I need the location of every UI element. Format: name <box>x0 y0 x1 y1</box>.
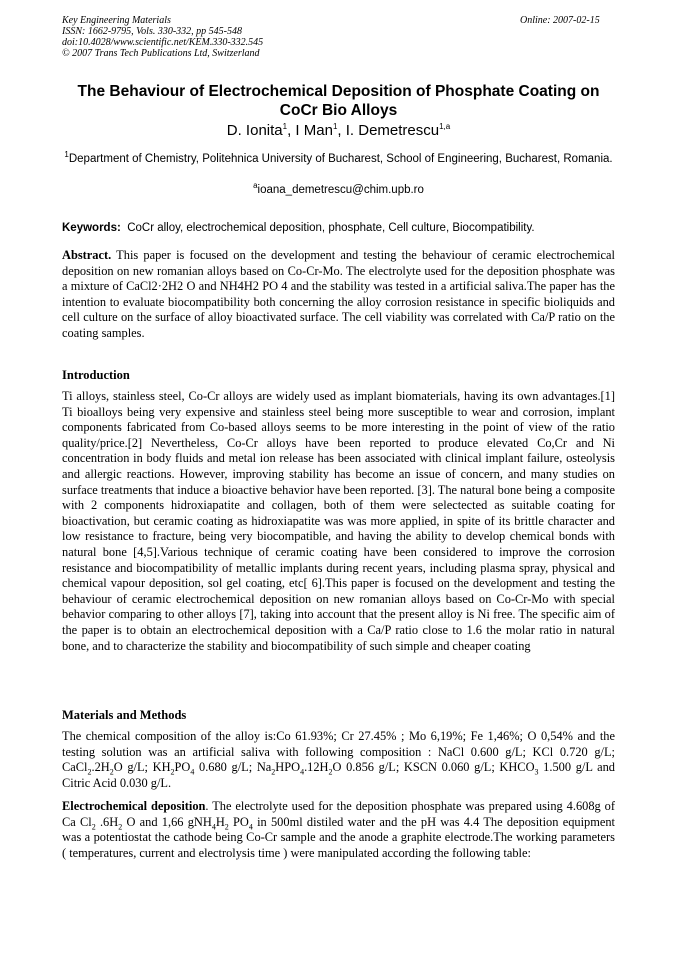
introduction-heading: Introduction <box>62 368 130 382</box>
text-run: O 0.856 g/L; KSCN 0.060 g/L; KHCO <box>332 760 535 775</box>
subscript: 2 <box>91 822 96 832</box>
subscript: 2 <box>328 767 333 777</box>
affiliation-text: Department of Chemistry, Politehnica University of Bucharest, School of Engineering, Bucharest, Romania. <box>68 153 613 165</box>
text-run: .2H <box>91 760 110 775</box>
keywords-label: Keywords: <box>62 222 121 234</box>
text-run: in 500ml distiled water and the pH was 4.4 The deposition equipment was a potentiostat the cathode being Co-Cr sample and the anode a graphite electrode.The working parameters ( temperatures, current and electrolysis time ) were manipulated according the following table: <box>62 814 615 860</box>
subscript: 4 <box>300 767 305 777</box>
author-name: D. Ionita <box>226 122 283 139</box>
text-run: O g/L; KH <box>113 760 171 775</box>
online-date: Online: 2007-02-15 <box>520 15 600 26</box>
subscript: 4 <box>248 822 253 832</box>
author-list <box>62 122 615 139</box>
paper-title: The Behaviour of Electrochemical Deposition of Phosphate Coating on CoCr Bio Alloys <box>77 83 600 119</box>
subscript: 2 <box>109 767 114 777</box>
journal-header <box>62 15 263 59</box>
author-affil-mark: 1 <box>282 122 288 131</box>
materials-composition <box>62 729 615 791</box>
journal-copyright: © 2007 Trans Tech Publications Ltd, Switzerland <box>62 48 260 59</box>
journal-name: Key Engineering Materials <box>62 15 171 26</box>
affiliation-mark: 1 <box>64 150 69 160</box>
subscript: 2 <box>87 767 92 777</box>
author-affil-mark: 1 <box>332 122 338 131</box>
subsection-label: Electrochemical deposition <box>62 799 206 813</box>
journal-issn: ISSN: 1662-9795, Vols. 330-332, pp 545-548 <box>62 26 242 37</box>
subscript: 2 <box>118 822 123 832</box>
email-mark: a <box>253 181 258 191</box>
author-name: , I Man <box>287 122 333 139</box>
electrochemical-deposition-paragraph <box>62 799 615 861</box>
materials-heading: Materials and Methods <box>62 708 187 722</box>
email-address: ioana_demetrescu@chim.upb.ro <box>257 184 424 196</box>
text-run: 0.680 g/L; Na <box>194 760 272 775</box>
introduction-text: Ti alloys, stainless steel, Co-Cr alloys are widely used as implant biomaterials, having its own advantages.[1] Ti bioalloys being very expensive and stainless steel being more susceptible to wear and corrosion, implant components fabricated from Co-based alloys seems to be more interesting in the point of view of the ratio quality/price.[2] Nevertheless, Co-Cr alloys have been reported to produce elevated Co,Cr and Ni concentration in body fluids and metal ion release has been associated with clinical implant failure, osteolysis and allergic reactions. However, improving stability has become an issue of concern, and many studies on surface treatments that induce a bioactive behavior have been reported. [3]. The natural bone being a composite with 2 components hidroxiapatite and collagen, both of them were selectected as suitable coating for bioactivation, but ceramic coating as hidroxiapatite was was more applied, in spite of its brittle character and low resistance to fracture, being very biocompatible, and having the ability to develop chemical bonds with natural bone [4,5].Various technique of ceramic coating have been considered to improve the corrosion resistance and biocompatibility of metallic implants during recent years, including plasma spray, physical and chemical vapour deposition, sol gel coating, etc[ 6].This paper is focused on the development and testing the behaviour of ceramic electrochemical deposition on new romanian alloys based on Co-Cr-Mo with special behavior comparing to other alloys [7], taking into account that the present alloy is Ni free. The specific aim of the paper is to obtain an electrochemical deposition with a Ca/P ratio close to 1.6 the molar ratio in natural bone, and to characterize the stability and biocompatibility of such simple and cheaper coating <box>62 389 615 653</box>
abstract-label: Abstract. <box>62 248 112 262</box>
author-name: , I. Demetrescu <box>337 122 440 139</box>
text-run: .6H <box>95 814 119 829</box>
text-run: .12H <box>304 760 329 775</box>
text-run: O and 1,66 gNH <box>122 814 212 829</box>
subscript: 2 <box>271 767 276 777</box>
author-email <box>62 181 615 196</box>
text-run: PO <box>174 760 191 775</box>
author-affil-mark: 1,a <box>439 122 451 131</box>
text-run: 1.500 g/L and Citric Acid 0.030 g/L. <box>62 760 615 790</box>
keywords <box>62 222 615 234</box>
journal-doi: doi:10.4028/www.scientific.net/KEM.330-332.545 <box>62 37 264 48</box>
text-run: PO <box>228 814 249 829</box>
text-run: H <box>215 814 225 829</box>
abstract <box>62 248 615 342</box>
keywords-text: CoCr alloy, electrochemical deposition, phosphate, Cell culture, Biocompatibility. <box>127 222 535 234</box>
affiliation <box>62 152 615 167</box>
subscript: 4 <box>211 822 216 832</box>
subscript: 3 <box>534 767 539 777</box>
text-run: The chemical composition of the alloy is:Co 61.93%; Cr 27.45% ; Mo 6,19%; Fe 1,46%; O 0,54% and the testing solution was an artificial saliva with following composition : NaCl 0.600 g/L; KCl 0.720 g/L; CaCl <box>62 729 615 775</box>
abstract-text: This paper is focused on the development and testing the behaviour of ceramic electrochemical deposition on new romanian alloys based on Co-Cr-Mo. The electrolyte used for the deposition phosphate was a mixture of CaCl2·2H2 O and NH4H2 PO 4 and the stability was tested in a artificial saliva.The paper has the intention to evaluate biocompatibility both concerning the alloy corrosion resistance in specific bioliquids and cell culture on the surface of alloy bioactivated surface. The cell viability was correlated with Ca/P ratio on the coating samples. <box>62 248 615 340</box>
text-run: HPO <box>275 760 301 775</box>
subscript: 2 <box>170 767 175 777</box>
text-run: . The electrolyte used for the deposition phosphate was prepared using 4.608g of Ca Cl <box>62 799 615 829</box>
subscript: 4 <box>190 767 195 777</box>
subscript: 2 <box>224 822 229 832</box>
